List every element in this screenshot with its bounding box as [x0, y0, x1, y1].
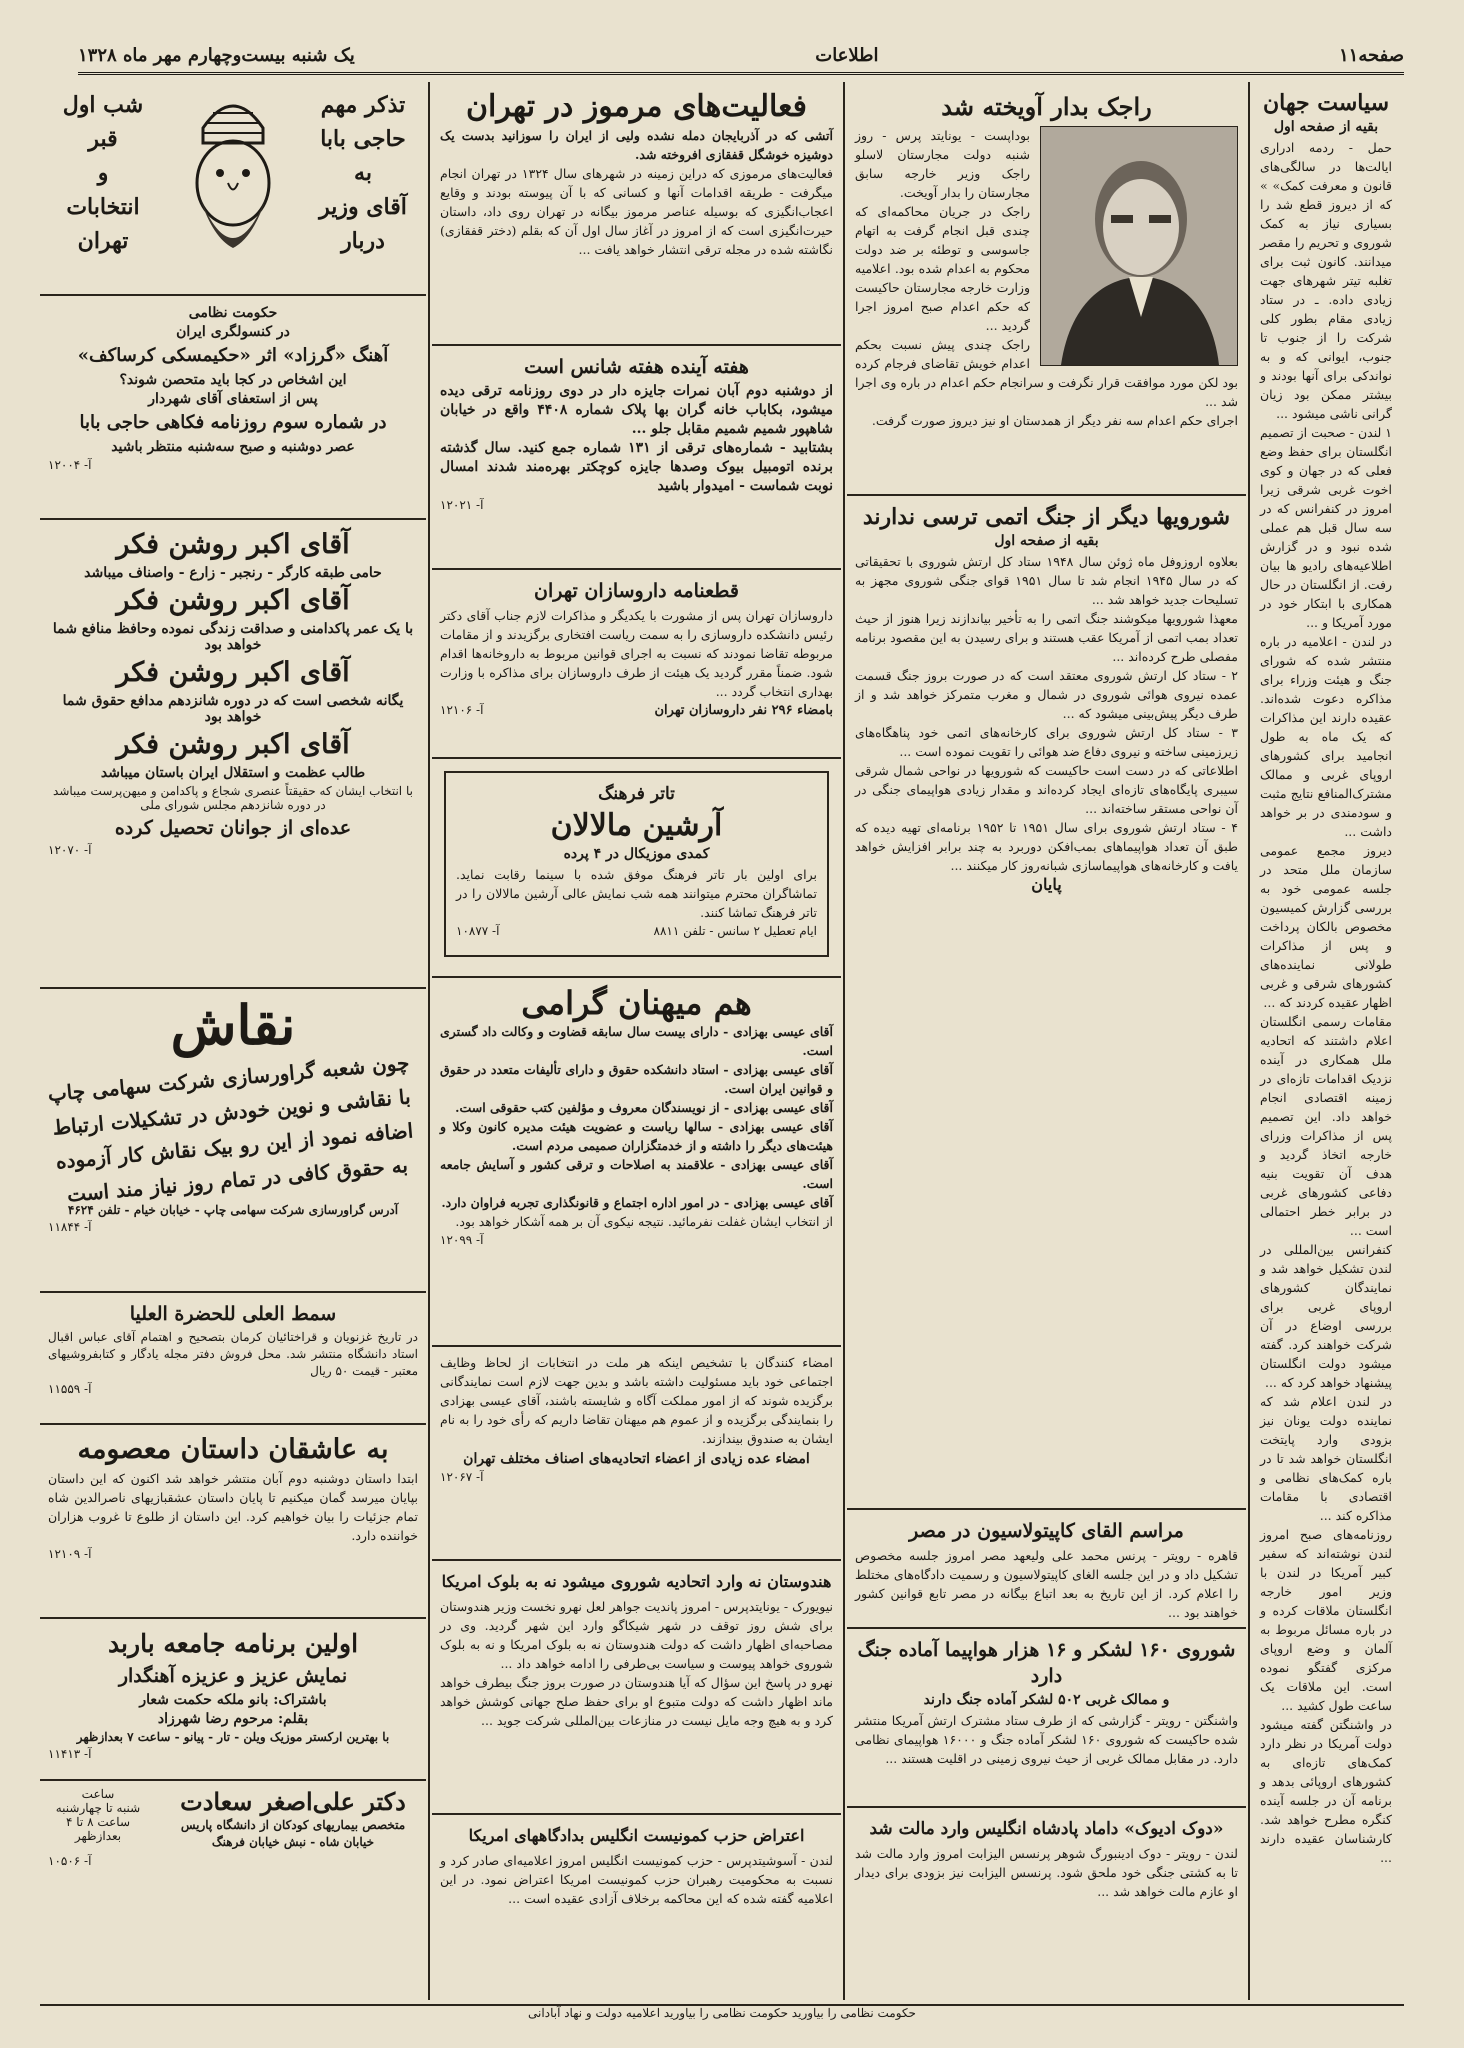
continued-note: بقیه از صفحه اول	[994, 533, 1099, 549]
issue-date: یک شنبه بیست‌وچهارم مهر ماه ۱۳۲۸	[78, 44, 355, 66]
portrait-photo	[1040, 126, 1238, 366]
candidate-name: آقای اکبر روشن فکر	[116, 529, 350, 560]
barbad-society-ad	[40, 1619, 426, 1781]
article-paragraph: ۳ - ستاد کل ارتش شوروی برای کارخانه‌های اتمی خود پناهگاه‌های زیرزمینی ساخته و نیروی دفاع ضد هوائی را تقویت نموده است ...	[855, 725, 1238, 759]
candidate-signature: عده‌ای از جوانان تحصیل کرده	[114, 817, 352, 839]
cartoon-box	[40, 82, 426, 296]
rajk-headline: راجک بدار آویخته شد	[941, 92, 1152, 121]
candidate-name: آقای اکبر روشن فکر	[116, 585, 350, 616]
ad-code: آ- ۱۲۰۰۴	[48, 458, 92, 472]
behzadi-headline: هم میهنان گرامی	[521, 984, 752, 1022]
cartoon-text: به	[354, 160, 372, 186]
soviet-divisions-article	[847, 1629, 1246, 1808]
communist-headline: اعتراض حزب کمونیست انگلیس بدادگاههای امریکا	[468, 1826, 805, 1845]
news-column-three	[432, 82, 841, 2000]
ad-text: بشتابید - شماره‌های ترقی از ۱۳۱ شماره جمع کنید. سال گذشته برنده اتومبیل بیوک وصدها جایزه کوچکتر بهره‌مند شدند امسال نوبت شماست - امیدوار باشید	[440, 440, 834, 494]
ad-item: آقای عیسی بهزادی - دارای بیست سال سابقه قضاوت و وکالت داد گستری است.	[440, 1024, 833, 1058]
column-rule	[428, 82, 430, 2000]
election-ad	[432, 1347, 841, 1561]
article-paragraph: روزنامه‌های صبح امروز لندن نوشته‌اند که سفیر کبیر آمریکا در لندن با وزیر امور خارجه انگلستان ملاقات کرده و در باره مسائل مربوط به آلمان و وضع اروپای مرکزی گفتگو نموده است. این ملاقات یک ساعت طول کشید ...	[1260, 1527, 1392, 1713]
ad-line: حکومت نظامی	[188, 305, 278, 321]
cartoon-text: حاجی بابا	[320, 126, 406, 152]
mystery-headline: فعالیت‌های مرموز در تهران	[465, 89, 807, 124]
ad-code: آ- ۱۲۰۲۱	[440, 498, 484, 512]
duke-headline: «دوک ادیوک» داماد پادشاه انگلیس وارد مالت شد	[869, 1819, 1224, 1839]
lottery-headline: هفته آینده هفته شانس است	[524, 356, 749, 378]
ad-line: پس از استعفای آقای شهردار	[148, 391, 318, 407]
book-ad	[40, 1293, 426, 1425]
world-politics-column	[1252, 82, 1400, 2000]
world-politics-title: سیاست جهان	[1262, 90, 1390, 116]
article-paragraph: راجک چندی پیش نسبت بحکم اعدام خویش تقاضای فرجام کرده بود لکن مورد موافقت قرار نگرفت و سرانجام حکم اعدام در باره وی اجرا شد ...	[855, 337, 1238, 409]
article-paragraph: در لندن اعلام شد که نماینده دولت یونان نیز بزودی وارد پایتخت انگلستان خواهد شد تا در باره کمک‌های نظامی و اقتصادی با مقامات مذاکره کند ...	[1260, 1394, 1392, 1523]
india-article	[432, 1561, 841, 1815]
ad-item: آقای عیسی بهزادی - سالها ریاست و عضویت هیئت مدیره کانون وکلا و هیئت‌های دیگر را داشته و از خدمتگزاران صمیمی مردم است.	[440, 1119, 833, 1153]
mystery-article	[432, 82, 841, 346]
ad-line: در کنسولگری ایران	[176, 324, 290, 340]
doctor-ad	[40, 1781, 426, 1876]
ad-text: از انتخاب ایشان غفلت نفرمائید. نتیجه نیکوی آن بر همه آشکار خواهد بود.	[455, 1214, 833, 1229]
column-rule	[843, 82, 845, 2000]
painter-text: چون شعبه گراورسازی شرکت سهامی چاپ با نقاشی و نوین خودش در تشکیلات ارتباط اضافه نمود از این رو بیک نقاش کار آزموده به حقوق کافی در تمام روز نیاز مند است	[46, 1050, 415, 1207]
article-paragraph: کنفرانس بین‌المللی در لندن تشکیل خواهد شد و نمایندگان کشورهای اروپای غربی برای بررسی اوضاع در آن شرکت خواهند کرد. گفته میشود دولت انگلستان پیشنهاد خواهد کرد که ...	[1260, 1242, 1392, 1390]
article-lead: آتشی که در آذربایجان دمله نشده ولیی از ایران را سوزانید بدست یک دوشیزه خوشگل قفقازی افروخته شد.	[440, 128, 833, 162]
article-paragraph: حمل - ردمه ادراری ایالت‌ها در سالگی‌های قانون و معرفت کمک»‌ » که از دیروز قطع شد را بسیاری نیاز به کمک شوروی و تحریم را مقصر میدانند. کانون ثبت برای تغلبه تیتر شهرهای جهت زیادی داده. ـ در ستاد زیادی مقام بطور کلی شرکت را از جنوب تا جنوب، ایوانی که و به نواندکی برای آنها بودند و بیشتر ممکن بود زیان گرانی ناشی میشود ...	[1260, 140, 1392, 421]
ad-code: آ- ۱۰۵۰۶	[48, 1854, 92, 1868]
ad-signature: بامضاء ۲۹۶ نفر داروسازان تهران	[654, 702, 833, 718]
cartoon-text: و	[97, 160, 109, 186]
atomic-headline: شورویها دیگر از جنگ اتمی ترسی ندارند	[862, 504, 1231, 530]
soviet-headline: شوروی ۱۶۰ لشکر و ۱۶ هزار هواپیما آماده جنگ دارد	[857, 1639, 1236, 1687]
article-paragraph: قاهره - رویتر - پرنس محمد علی ولیعهد مصر امروز جلسه مخصوص تشکیل داد و در این جلسه الغای کاپیتولاسیون و رسمیت دادگاه‌های مختلط را اعلام کرد. از این تاریخ به بعد اتباع بیگانه در مصر تابع قوانین کشور خواهند بود ...	[855, 1548, 1238, 1620]
ad-line: با بهترین ارکستر موزیک ویلن - تار - پیانو - ساعت ۷ بعدازظهر	[76, 1730, 390, 1744]
article-paragraph: در لندن - اعلامیه در باره منتشر شده که شورای جنگ و هیئت وزراء برای مذاکره دعوت شده‌اند. عقیده دارند این مذاکرات که یک ماه به طول انجامید برای کشورهای اروپای غربی و ممالک مشترک‌المنافع نتایج مثبت و سودمندی در بر خواهد داشت ...	[1260, 634, 1392, 839]
candidate-line: یگانه شخصی است که در دوره شانزدهم مدافع حقوق شما خواهد بود	[62, 693, 404, 725]
candidate-line: حامی طبقه کارگر - رنجبر - زارع - واصناف میباشد	[84, 565, 382, 581]
ad-text: امضاء کنندگان با تشخیص اینکه هر ملت در انتخابات از لحاظ وظایف اجتماعی خود باید مسئولیت داشته باشد و بدین جهت لازم است نمایندگانی برگزیده شوند که از امور مملکت آگاه و شایسته باشند، آقای عیسی بهزادی را بنمایندگی برگزیده و از عموم هم میهنان تقاضا داریم که رأی خود را به نام ایشان به صندوق بیندازند.	[440, 1355, 833, 1446]
lottery-ad	[432, 346, 841, 570]
ad-code: آ- ۱۱۴۱۳	[48, 1747, 92, 1761]
candidate-name: آقای اکبر روشن فکر	[116, 657, 350, 688]
ad-line: باشتراک: بانو ملکه حکمت شعار	[139, 1692, 327, 1708]
doctor-address: خیابان شاه - نبش خیابان فرهنگ	[211, 1835, 375, 1849]
article-paragraph: ۱ لندن - صحبت از تصمیم انگلستان برای حفظ وضع فعلی که در جهان و کوی اخوت غربی شرقی زیرا امروز در کنفرانس که در سه سال قبل هم عملی شده نبود و در گزارش اطلاعیه‌های رادیو ها بیان رفت. از انگلستان در حال همکاری با ابتکار خود در مورد آمریکا و ...	[1259, 425, 1392, 630]
society-subtitle: نمایش عزیز و عزیزه آهنگدار	[118, 1665, 348, 1687]
theater-ad	[432, 759, 841, 978]
doctor-specialty: متخصص بیماریهای کودکان از دانشگاه پاریس	[180, 1818, 406, 1832]
theater-name: تاتر فرهنگ	[598, 784, 675, 804]
ads-column	[40, 82, 426, 2000]
article-paragraph: اجرای حکم اعدام سه نفر دیگر از همدستان او نیز دیروز صورت گرفت.	[871, 413, 1238, 428]
communist-article	[432, 1815, 841, 1914]
continued-note: بقیه از صفحه اول	[1273, 119, 1379, 135]
cartoon-text: شب اول	[62, 92, 144, 118]
cartoon-text: انتخابات	[66, 194, 140, 220]
ad-signature: امضاء عده زیادی از اعضاء اتحادیه‌های اصناف مختلف تهران	[463, 1451, 810, 1467]
book-title: سمط العلی للحضرة العلیا	[129, 1303, 337, 1325]
ad-code: آ- ۱۲۰۹۹	[440, 1233, 484, 1247]
ad-code: آ- ۱۰۸۷۷	[456, 924, 500, 938]
atomic-war-article	[847, 496, 1246, 1510]
doctor-name: دکتر علی‌اصغر سعادت	[180, 1787, 406, 1816]
ad-item: آقای عیسی بهزادی - در امور اداره اجتماع و قانونگذاری تجربه فراوان دارد.	[441, 1195, 833, 1210]
ad-code: آ- ۱۲۱۰۶	[440, 703, 484, 717]
column-rule	[1248, 82, 1250, 2000]
painter-wanted-ad	[40, 989, 426, 1293]
ad-text: ابتدا داستان دوشنبه دوم آبان منتشر خواهد شد اکنون که این داستان بپایان میرسد گمان میکنیم تا پایان داستان عشقبازیهای ناصرالدین شاه تمام جزئیات را بیان خواهیم کرد. این داستان از طلوع تا غروب هزاران خواننده دارد.	[48, 1471, 418, 1543]
ad-item: آقای عیسی بهزادی - علاقمند به اصلاحات و ترقی کشور و آسایش جامعه است.	[440, 1157, 833, 1191]
haji-baba-caricature	[158, 88, 308, 278]
ad-item: آقای عیسی بهزادی - استاد دانشکده حقوق و دارای تألیفات متعدد در حقوق و قوانین ایران است.	[440, 1062, 833, 1096]
article-paragraph: بوداپست - یونایتد پرس - روز شنبه دولت مجارستان لاسلو راجک وزیر خارجه سابق مجارستان را بدار آویخت.	[855, 128, 1030, 200]
ad-line: بقلم: مرحوم رضا شهرزاد	[157, 1711, 309, 1727]
ad-code: آ- ۱۱۸۴۴	[48, 1220, 92, 1234]
article-paragraph: بعلاوه اروزوفل ماه ژوئن سال ۱۹۴۸ ستاد کل ارتش شوروی با تحقیقاتی که در سال ۱۹۴۵ انجام شد تا سال ۱۹۵۱ قوای جنگی شوروی مجهز به تسلیحات جدید خواهد شد ...	[855, 554, 1238, 607]
cartoon-text: تهران	[77, 228, 129, 254]
capitulation-headline: مراسم القای کاپیتولاسیون در مصر	[909, 1520, 1184, 1542]
page-number: صفحه۱۱	[1338, 44, 1404, 66]
martial-law-ad	[40, 296, 426, 520]
office-days: شنبه تا چهارشنبه	[55, 1801, 141, 1815]
ad-line: این اشخاص در کجا باید متحصن شوند؟	[119, 372, 347, 388]
article-paragraph: اطلاعاتی که در دست است حاکیست که شورویها در نواحی شمال شرقی سیبری پایگاه‌های تازه‌ای ایجاد کرده‌اند و مقدار زیادی هواپیمای جنگی در آن نواحی مستقر ساخته‌اند ...	[855, 763, 1238, 816]
cartoon-text: دربار	[341, 228, 385, 254]
duke-article	[847, 1808, 1246, 1907]
ad-text: داروسازان تهران پس از مشورت با یکدیگر و مذاکرات لازم جناب آقای دکتر رئیس دانشکده داروسازی را به سمت ریاست افتخاری برگزیدند و از مقامات مربوطه تقاضا نمودند که نسبت به اجرای قوانین مربوط به داروخانه‌ها اقدام شود. ضمناً مقرر گردید یک هیئت از طرف داروسازان برای مذاکره با وزارت بهداری انتخاب گردد ...	[440, 608, 833, 699]
ad-text: از دوشنبه دوم آبان نمرات جایزه دار در دوی روزنامه ترقی دیده میشود، بکاباب خانه گران بها پلاک شماره ۴۴۰۸ واقع در خیابان شاهپور شمیم شمیم مقابل جلو ...	[440, 383, 834, 437]
article-paragraph: دیروز مجمع عمومی سازمان ملل متحد در جلسه عمومی خود به بررسی گزارش کمیسیون مخصوص بالکان پرداخت و پس از مذاکرات طولانی نماینده‌های کشورهای شرقی و غربی اظهار عقیده کردند که ...	[1260, 843, 1392, 1010]
cartoon-text: قبر	[88, 126, 118, 152]
play-title: آرشین مالالان	[550, 808, 723, 843]
article-paragraph: لندن - رویتر - دوک ادینبورگ شوهر پرنسس الیزابت امروز وارد مالت شد تا به کشتی جنگی خود ملحق شود. پرنسس الیزابت نیز بزودی برای دیدار او عازم مالت خواهد شد ...	[855, 1846, 1238, 1899]
ad-line: عصر دوشنبه و صبح سه‌شنبه منتظر باشید	[111, 439, 355, 455]
candidate-line: با انتخاب ایشان که حقیقتاً عنصری شجاع و پاکدامن و میهن‌پرست میباشد در دوره شانزدهم مجلس شورای ملی	[53, 784, 413, 812]
india-headline: هندوستان نه وارد اتحادیه شوروی میشود نه به بلوک امریکا	[441, 1572, 832, 1591]
cartoon-text: تذکر مهم	[320, 92, 406, 118]
society-title: اولین برنامه جامعه باربد	[107, 1629, 359, 1658]
soviet-subheadline: و ممالک غربی ۵۰۲ لشکر آماده جنگ دارند	[923, 1692, 1170, 1708]
article-paragraph: واشنگتن - رویتر - گزارشی که از طرف ستاد مشترک ارتش آمریکا منتشر شده حاکیست که شوروی ۱۶۰ لشکر آماده جنگ و ۱۶۰۰۰ هواپیمای نظامی دارد. در مقابل ممالک غربی از حیث نیروی زمینی در اقلیت هستند ...	[855, 1713, 1238, 1766]
painter-title: نقاش	[170, 993, 296, 1057]
candidate-name: آقای اکبر روشن فکر	[116, 729, 350, 760]
story-title: به عاشقان داستان معصومه	[77, 1434, 389, 1465]
paper-name: اطلاعات	[815, 44, 879, 66]
article-paragraph: مقامات رسمی انگلستان اعلام داشتند که اتحادیه ملل همکاری در آینده نزدیک اقدامات تازه‌ای در زمینه اقتصادی انجام خواهد داد. این تصمیم پس از مذاکرات وزرای خارجه اتخاذ گردید و هدف آن تقویت بنیه دفاعی کشورهای غربی در برابر خطر احتمالی است ...	[1260, 1014, 1392, 1238]
ad-text: در تاریخ غزنویان و قراختائیان کرمان بتصحیح و اهتمام آقای عباس اقبال استاد دانشگاه منتشر شد. محل فروش دفتر مجله یادگار و کتابفروشیهای معتبر - قیمت ۵۰ ریال	[48, 1330, 418, 1378]
news-column-two	[847, 82, 1246, 2000]
article-paragraph: نیویورک - یونایتدپرس - امروز پاندیت جواهر لعل نهرو نخست وزیر هندوستان برای شش روز توقف در شهر شیکاگو وارد این شهر گردید. وی در مصاحبه‌ای اظهار داشت که دولت هندوستان نه به بلوک امریکا و نه به بلوک شوروی خواهد پیوست و سیاست بی‌طرفی را ادامه خواهد داد ...	[440, 1599, 833, 1671]
masthead	[78, 38, 1404, 75]
show-schedule: ایام تعطیل ۲ سانس - تلفن ۸۸۱۱	[653, 924, 817, 938]
ad-line: در شماره سوم روزنامه فکاهی حاجی بابا	[79, 412, 387, 433]
ad-code: آ- ۱۲۰۷۰	[48, 843, 92, 857]
article-paragraph: ۴ - ستاد ارتش شوروی برای سال ۱۹۵۱ تا ۱۹۵۲ برنامه‌ای تهیه دیده که طبق آن تعداد هواپیماهای بمب‌افکن دوربرد به چند برابر افزایش خواهد یافت و کارخانه‌های هواپیماسازی شبانه‌روز کار میکنند ...	[855, 820, 1239, 873]
article-end: پایان	[1031, 875, 1062, 894]
ad-text: برای اولین بار تاتر فرهنگ موفق شده با سینما رقابت نماید. تماشاگران محترم میتوانند همه شب نمایش عالی آرشین مالالان را در تاتر فرهنگ تماشا کنند.	[456, 867, 817, 920]
ad-line: آهنگ «گرزاد» اثر «حکیمسکی کرساکف»	[77, 345, 389, 366]
painter-address: آدرس گراورسازی شرکت سهامی چاپ - خیابان خیام - تلفن ۴۶۲۴	[67, 1203, 399, 1217]
ad-code: آ- ۱۱۵۵۹	[48, 1382, 92, 1396]
behzadi-ad	[432, 978, 841, 1347]
page-footer: حکومت نظامی را بیاورید حکومت نظامی را بیاورید اعلامیه دولت و نهاد آبادانی	[40, 2004, 1404, 2028]
article-paragraph: در واشنگتن گفته میشود دولت آمریکا در نظر دارد کمک‌های تازه‌ای به کشورهای اروپائی بدهد و برنامه آن در جلسه آینده کنگره مطرح خواهد شد. کارشناسان عقیده دارند ...	[1260, 1717, 1392, 1865]
ad-item: آقای عیسی بهزادی - از نویسندگان معروف و مؤلفین کتب حقوقی است.	[455, 1100, 833, 1115]
candidate-line: با یک عمر پاکدامنی و صداقت زندگی نموده وحافظ منافع شما خواهد بود	[52, 621, 414, 653]
article-paragraph: راجک در جریان محاکمه‌ای که چندی قبل انجام گرفت به اتهام جاسوسی و توطئه بر ضد دولت محکوم به اعدام شده بود. اعلامیه وزارت خارجه مجارستان حاکیست که حکم اعدام صبح امروز اجرا گردید ...	[855, 204, 1030, 333]
pharmacists-headline: قطعنامه داروسازان تهران	[534, 580, 739, 602]
hours-label: ساعت	[81, 1787, 115, 1801]
ad-code: آ- ۱۲۱۰۹	[48, 1547, 92, 1561]
article-paragraph: نهرو در پاسخ این سؤال که آیا هندوستان در صورت بروز جنگ بیطرف خواهد ماند اظهار داشت که دولت متبوع او برای حفظ صلح جهانی کوشش خواهد کرد و به هیچ وجه مایل نیست در منازعات بین‌المللی شرکت جوید ...	[440, 1675, 833, 1728]
office-hours: ساعت ۸ تا ۴ بعدازظهر	[66, 1815, 130, 1843]
candidate-line: طالب عظمت و استقلال ایران باستان میباشد	[100, 765, 366, 781]
play-description: کمدی موزیکال در ۴ پرده	[563, 846, 710, 862]
article-paragraph: فعالیت‌های مرموزی که دراین زمینه در شهرهای سال ۱۳۲۴ در تهران انجام میگرفت - طریقه اقدامات آنها و کسانی که با آن پیوسته بودند و وقایع اعجاب‌انگیزی که بوسیله عناصر مرموز بیگانه در تهران روی داد، داستان حیرت‌انگیزی است که از امروز در آغاز سال اول آن که بقلم (دختر قفقازی) نگاشته شده در مجله ترقی انتشار خواهد یافت ...	[440, 166, 833, 257]
masoumeh-story-ad	[40, 1425, 426, 1619]
article-paragraph: ۲ - ستاد کل ارتش شوروی معتقد است که در صورت بروز جنگ قسمت عمده نیروی هوائی شوروی در شمال و مغرب متمرکز خواهد شد و از طرف دیگر پیش‌بینی میشود که ...	[855, 668, 1238, 721]
capitulation-article	[847, 1510, 1246, 1629]
article-paragraph: لندن - آسوشیتدپرس - حزب کمونیست انگلیس امروز اعلامیه‌ای صادر کرد و نسبت به محکومیت رهبران حزب کمونیست امریکا اعتراض نمود. در این اعلامیه گفته شده که این محاکمه برخلاف آزادی عقیده است ...	[440, 1853, 833, 1906]
cartoon-text: آقای وزیر	[319, 194, 407, 220]
candidate-ad	[40, 520, 426, 989]
pharmacists-ad	[432, 570, 841, 759]
rajk-article	[847, 82, 1246, 496]
article-paragraph: معهذا شورویها میکوشند جنگ اتمی را به تأخیر بیاندازند زیرا هنوز از حیث تعداد بمب اتمی از آمریکا عقب هستند و برای رسیدن به این مقصود برنامه مفصلی طرح کرده‌اند ...	[855, 611, 1238, 664]
ad-code: آ- ۱۲۰۶۷	[440, 1470, 484, 1484]
